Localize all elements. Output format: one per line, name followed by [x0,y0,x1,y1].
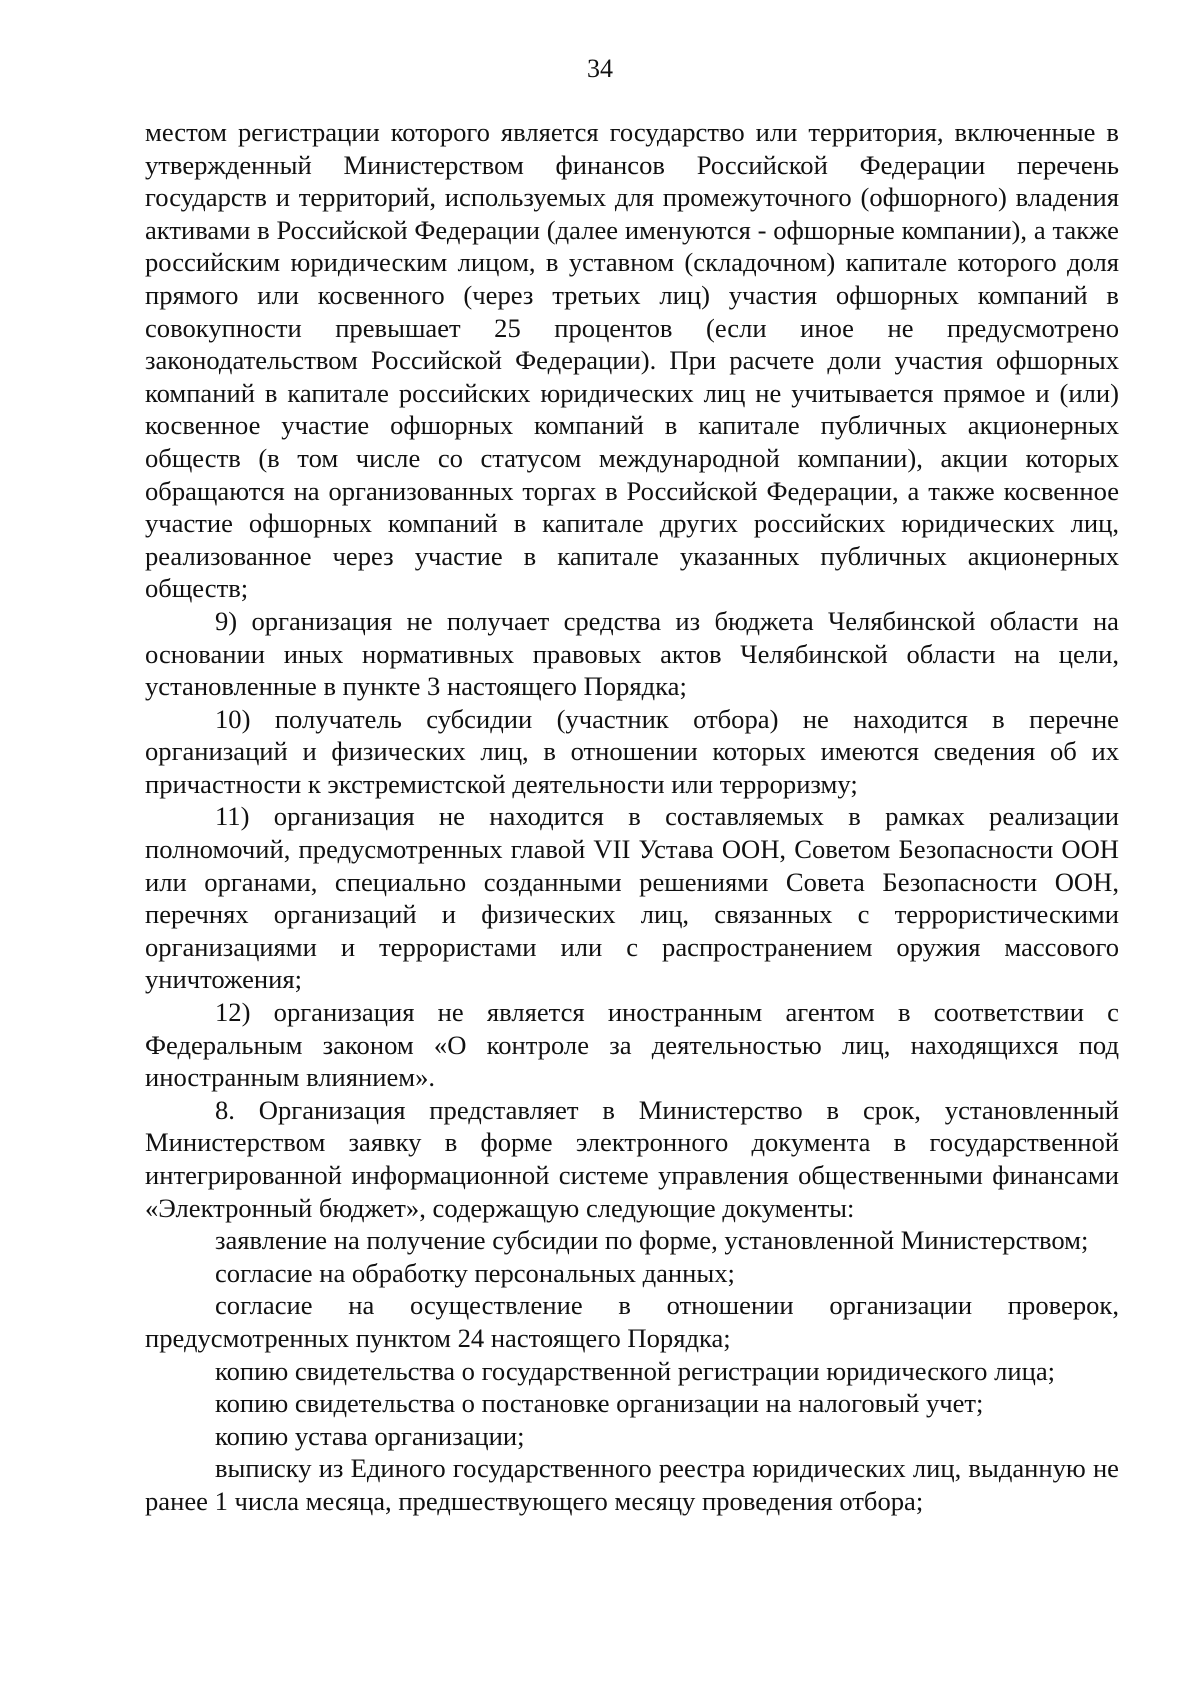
paragraph-item-10: 10) получатель субсидии (участник отбора) не находится в перечне организаций и физических лиц, в отношении которых имеются сведения об их причастности к экстремистской деятельности или терроризму; [145,703,1119,799]
paragraph-item-11: 11) организация не находится в составляемых в рамках реализации полномочий, предусмотренных главой VII Устава ООН, Советом Безопасности ООН или органами, специально созданными решениями Совета Безопасности ООН, перечнях организаций и физических лиц, связанных с террористическими организациями и террористами или с распространением оружия массового уничтожения; [145,801,1119,995]
paragraph-offshore-companies: местом регистрации которого является государство или территория, включенные в утвержденный Министерством финансов Российской Федерации перечень государств и территорий, используемых для промежуточного (офшорного) владения активами в Российской Федерации (далее именуются - офшорные компании), а также российским юридическим лицом, в уставном (складочном) капитале которого доля прямого или косвенного (через третьих лиц) участия офшорных компаний в совокупности превышает 25 процентов (если иное не предусмотрено законодательством Российской Федерации). При расчете доли участия офшорных компаний в капитале российских юридических лиц не учитывается прямое и (или) косвенное участие офшорных компаний в капитале публичных акционерных обществ (в том числе со статусом международной компании), акции которых обращаются на организованных торгах в Российской Федерации, а также косвенное участие офшорных компаний в капитале других российских юридических лиц, реализованное через участие в капитале указанных публичных акционерных обществ; [145,117,1119,604]
document-list-item-charter: копию устава организации; [215,1420,525,1451]
paragraph-item-12: 12) организация не является иностранным агентом в соответствии с Федеральным законом «О контроле за деятельностью лиц, находящихся под иностранным влиянием». [145,997,1119,1093]
document-body [145,116,1119,1518]
document-list-item-application: заявление на получение субсидии по форме, установленной Министерством; [215,1225,1089,1256]
document-list-item-tax-certificate: копию свидетельства о постановке организации на налоговый учет; [215,1388,984,1419]
page-number: 34 [587,54,613,83]
document-list-item-inspection-consent: согласие на осуществление в отношении организации проверок, предусмотренных пунктом 24 настоящего Порядка; [145,1290,1119,1353]
document-list-item-registration-certificate: копию свидетельства о государственной регистрации юридического лица; [215,1355,1056,1386]
paragraph-section-8: 8. Организация представляет в Министерство в срок, установленный Министерством заявку в форме электронного документа в государственной интегрированной информационной системе управления общественными финансами «Электронный бюджет», содержащую следующие документы: [145,1094,1119,1223]
document-list-item-registry-extract: выписку из Единого государственного реестра юридических лиц, выданную не ранее 1 числа месяца, предшествующего месяцу проведения отбора; [145,1453,1119,1516]
paragraph-item-9: 9) организация не получает средства из бюджета Челябинской области на основании иных нормативных правовых актов Челябинской области на цели, установленные в пункте 3 настоящего Порядка; [145,605,1119,702]
document-list-item-personal-data-consent: согласие на обработку персональных данных; [215,1257,735,1288]
